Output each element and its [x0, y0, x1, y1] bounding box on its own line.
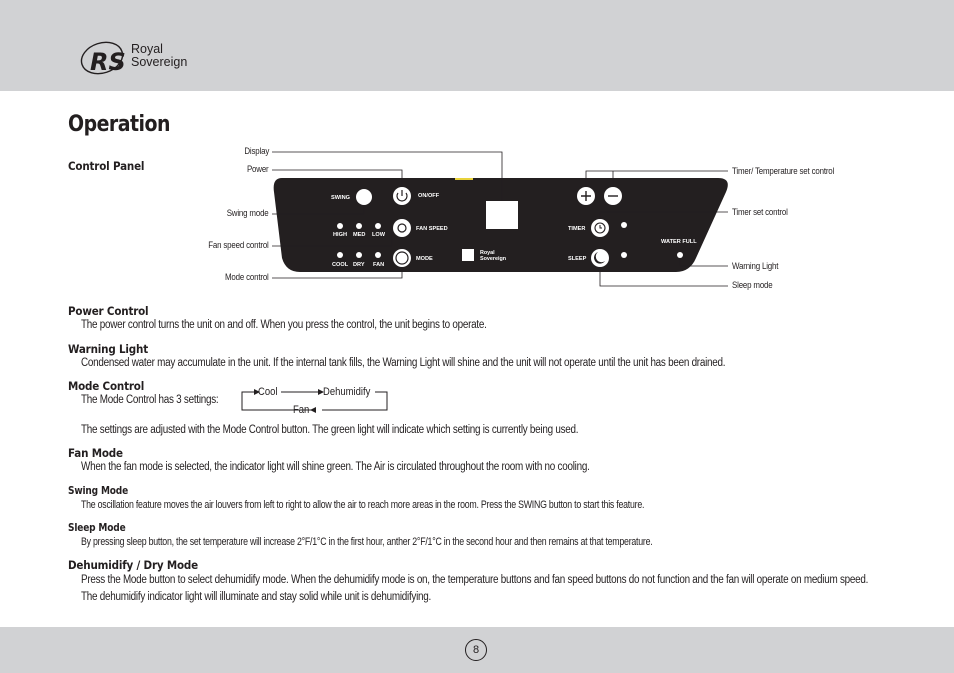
fan-mode-text: When the fan mode is selected, the indicator light will shine green. The Air is circulated throughout the room with no cooling.: [81, 461, 590, 473]
mode-fan: Fan: [293, 404, 310, 416]
control-panel-heading: Control Panel: [68, 159, 145, 173]
warning-light-heading: Warning Light: [68, 342, 148, 356]
sleep-light: [621, 252, 627, 258]
sleep-label: SLEEP: [568, 256, 587, 262]
mode-control-intro: The Mode Control has 3 settings:: [81, 394, 219, 406]
sleep-button: [591, 249, 609, 267]
callout-timer-set: Timer set control: [732, 207, 788, 217]
water-full-label: WATER FULL: [661, 239, 697, 245]
mode-control-heading: Mode Control: [68, 379, 145, 393]
timer-label: TIMER: [568, 226, 586, 232]
callout-sleep-mode: Sleep mode: [732, 280, 773, 290]
fan-speed-label: FAN SPEED: [416, 226, 448, 232]
dry-label: DRY: [353, 262, 365, 268]
cool-light: [337, 252, 343, 258]
mode-label: MODE: [416, 256, 433, 262]
svg-text:RS: RS: [90, 48, 126, 76]
dry-light: [356, 252, 362, 258]
callout-swing-mode: Swing mode: [227, 208, 269, 218]
mode-dehumidify: Dehumidify: [323, 386, 371, 398]
sleep-mode-heading: Sleep Mode: [68, 521, 126, 534]
panel-brand: Royal Sovereign: [480, 250, 507, 262]
callout-mode-control: Mode control: [225, 272, 269, 282]
swing-mode-text: The oscillation feature moves the air louvers from left to right to allow the air to reach more areas in the room. Press the SWING button to start this feature.: [81, 499, 645, 511]
panel-accent: [455, 178, 473, 180]
cool-label: COOL: [332, 262, 349, 268]
swing-button: [356, 189, 372, 205]
water-full-light: [677, 252, 683, 258]
high-light: [337, 223, 343, 229]
swing-label: SWING: [331, 195, 350, 201]
med-light: [356, 223, 362, 229]
low-light: [375, 223, 381, 229]
power-control-heading: Power Control: [68, 304, 149, 318]
control-panel-diagram: [0, 0, 954, 300]
callout-timer-temp: Timer/ Temperature set control: [732, 166, 835, 176]
mode-cool: Cool: [258, 386, 278, 398]
swing-mode-heading: Swing Mode: [68, 484, 129, 497]
med-label: MED: [353, 232, 366, 238]
on-off-label: ON/OFF: [418, 193, 440, 199]
power-control-text: The power control turns the unit on and off. When you press the control, the unit begins to operate.: [81, 319, 487, 331]
fan-label: FAN: [373, 262, 385, 268]
fan-speed-button: [393, 219, 411, 237]
dehumidify-text: Press the Mode button to select dehumidify mode. When the dehumidify mode is on, the temperature buttons and fan speed buttons do not function and the fan will operate on medium speed. The dehumidify indicator light will illuminate and stay solid while unit is dehumidifying.: [81, 574, 869, 603]
dehumidify-heading: Dehumidify / Dry Mode: [68, 558, 198, 572]
fan-light: [375, 252, 381, 258]
callout-fan-speed: Fan speed control: [208, 240, 269, 250]
brand-line-2: Sovereign: [131, 55, 188, 69]
panel-logo-box: [462, 249, 474, 261]
low-label: LOW: [372, 232, 386, 238]
mode-control-text: The settings are adjusted with the Mode Control button. The green light will indicate which setting is currently being used.: [81, 424, 579, 436]
callout-power: Power: [247, 164, 269, 174]
timer-light: [621, 222, 627, 228]
sleep-mode-text: By pressing sleep button, the set temperature will increase 2°F/1°C in the first hour, anther 2°F/1°C in the second hour and then remains at that temperature.: [81, 536, 653, 548]
warning-light-text: Condensed water may accumulate in the unit. If the internal tank fills, the Warning Light will shine and the unit will not operate until the unit has been drained.: [81, 357, 726, 369]
fan-mode-heading: Fan Mode: [68, 446, 123, 460]
page-title: Operation: [68, 112, 170, 137]
callout-display: Display: [244, 146, 269, 156]
brand-line-1: Royal: [131, 42, 163, 56]
page-number: 8: [465, 639, 487, 661]
high-label: HIGH: [333, 232, 347, 238]
display-window: [486, 201, 518, 229]
callout-warning-light: Warning Light: [732, 261, 779, 271]
